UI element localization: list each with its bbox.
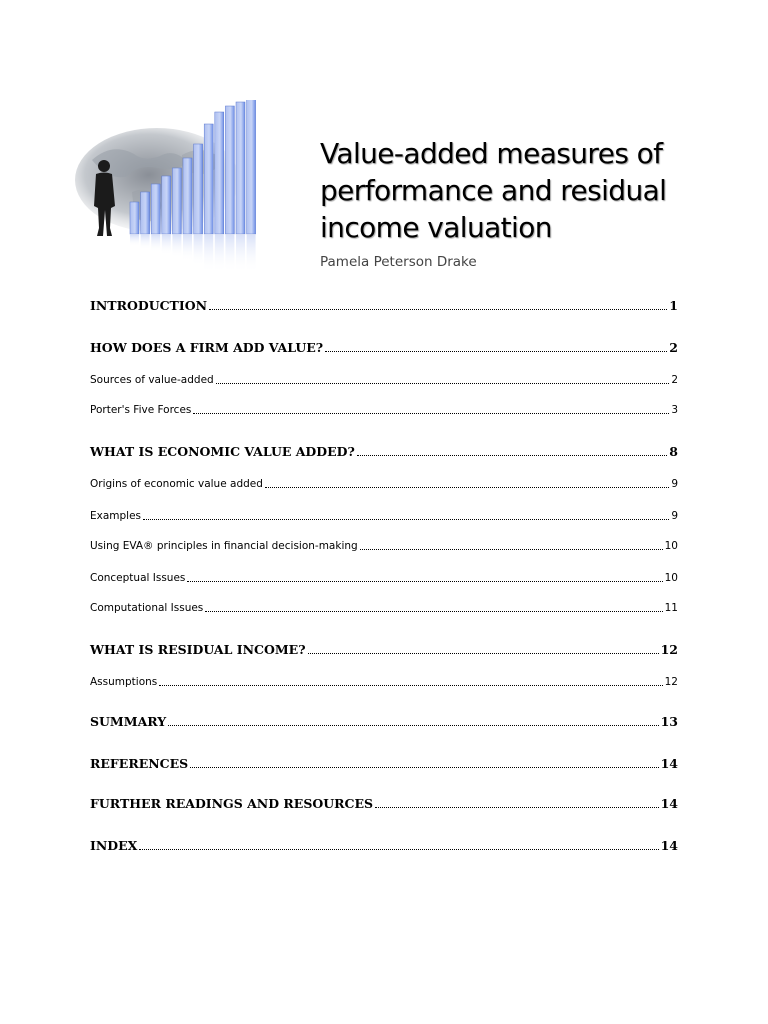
rising-bar-graph-illustration [72,100,284,275]
toc-entry-label: FURTHER READINGS AND RESOURCES [90,796,374,811]
toc-entry[interactable] [90,298,678,313]
toc-page-number: 12 [664,676,678,688]
toc-entry[interactable] [90,540,678,552]
toc-entry-label: Using EVA® principles in financial decision-making [90,540,358,552]
toc-entry[interactable] [90,572,678,584]
decorative-bar-reflection [151,235,160,253]
toc-page-number: 14 [660,796,678,811]
cover-illustration [72,100,284,275]
decorative-bar-reflection [204,235,213,273]
decorative-bar [215,112,224,234]
toc-entry[interactable] [90,478,678,490]
decorative-bar [225,106,234,234]
toc-entry[interactable] [90,838,678,853]
title-block [320,135,720,270]
toc-entry-label: INTRODUCTION [90,298,208,313]
toc-entry[interactable] [90,444,678,459]
toc-page-number: 9 [671,510,678,522]
decorative-bar [247,100,256,234]
toc-entry-label: Examples [90,510,142,522]
decorative-bar [130,202,139,234]
toc-dot-leader [205,611,662,612]
decorative-bar-reflection [172,235,181,258]
toc-entry-label: WHAT IS ECONOMIC VALUE ADDED? [90,444,355,459]
decorative-bar-reflection [162,235,171,255]
decorative-bar [141,192,150,234]
toc-page-number: 2 [671,374,678,386]
toc-page-number: 2 [669,340,678,355]
toc-page-number: 1 [669,298,678,313]
toc-entry-label: INDEX [90,838,138,853]
decorative-bar-reflection [183,235,192,262]
toc-dot-leader [360,549,663,550]
toc-page-number: 3 [671,404,678,416]
toc-entry[interactable] [90,510,678,522]
decorative-bar [162,176,171,234]
toc-dot-leader [308,653,659,654]
toc-dot-leader [357,455,668,456]
toc-dot-leader [265,487,669,488]
decorative-bar-reflection [194,235,203,267]
decorative-bar [204,124,213,234]
toc-page-number: 14 [660,756,678,771]
toc-dot-leader [216,383,670,384]
toc-entry-label: HOW DOES A FIRM ADD VALUE? [90,340,324,355]
author-name: Pamela Peterson Drake [320,254,477,270]
title-line: performance and residual [320,174,667,207]
toc-page-number: 13 [660,714,678,729]
toc-dot-leader [325,351,667,352]
title-line: income valuation [320,211,552,244]
toc-dot-leader [190,767,658,768]
toc-entry[interactable] [90,756,678,771]
toc-dot-leader [139,849,658,850]
toc-dot-leader [209,309,667,310]
toc-entry[interactable] [90,714,678,729]
toc-entry-label: SUMMARY [90,714,167,729]
toc-dot-leader [168,725,658,726]
decorative-bar-reflection [215,235,224,273]
toc-entry-label: WHAT IS RESIDUAL INCOME? [90,642,306,657]
toc-entry-label: Computational Issues [90,602,204,614]
toc-page-number: 14 [660,838,678,853]
toc-entry-label: Assumptions [90,676,158,688]
toc-entry-label: REFERENCES [90,756,189,771]
decorative-bar [172,168,181,234]
decorative-bar-reflection [130,235,139,246]
toc-entry[interactable] [90,676,678,688]
toc-entry[interactable] [90,602,678,614]
decorative-bar [194,144,203,234]
toc-page-number: 10 [664,572,678,584]
decorative-bar-reflection [236,235,245,273]
toc-entry-label: Sources of value-added [90,374,214,386]
toc-dot-leader [187,581,662,582]
toc-entry-label: Conceptual Issues [90,572,186,584]
title-line: Value-added measures of [320,137,663,170]
toc-entry[interactable] [90,404,678,416]
toc-page-number: 11 [664,602,678,614]
toc-page-number: 8 [669,444,678,459]
decorative-bar-reflection [247,235,256,273]
decorative-bar [236,102,245,234]
toc-dot-leader [143,519,669,520]
toc-dot-leader [193,413,669,414]
decorative-bar-reflection [141,235,150,250]
toc-page-number: 10 [664,540,678,552]
toc-entry-label: Origins of economic value added [90,478,263,490]
toc-dot-leader [159,685,662,686]
toc-entry[interactable] [90,796,678,811]
toc-page-number: 12 [660,642,678,657]
toc-entry[interactable] [90,374,678,386]
toc-entry[interactable] [90,340,678,355]
decorative-bar-reflection [225,235,234,273]
toc-dot-leader [375,807,659,808]
toc-entry[interactable] [90,642,678,657]
toc-entry-label: Porter's Five Forces [90,404,192,416]
toc-page-number: 9 [671,478,678,490]
document-title [320,135,720,246]
decorative-bar [151,184,160,234]
decorative-bar [183,158,192,234]
